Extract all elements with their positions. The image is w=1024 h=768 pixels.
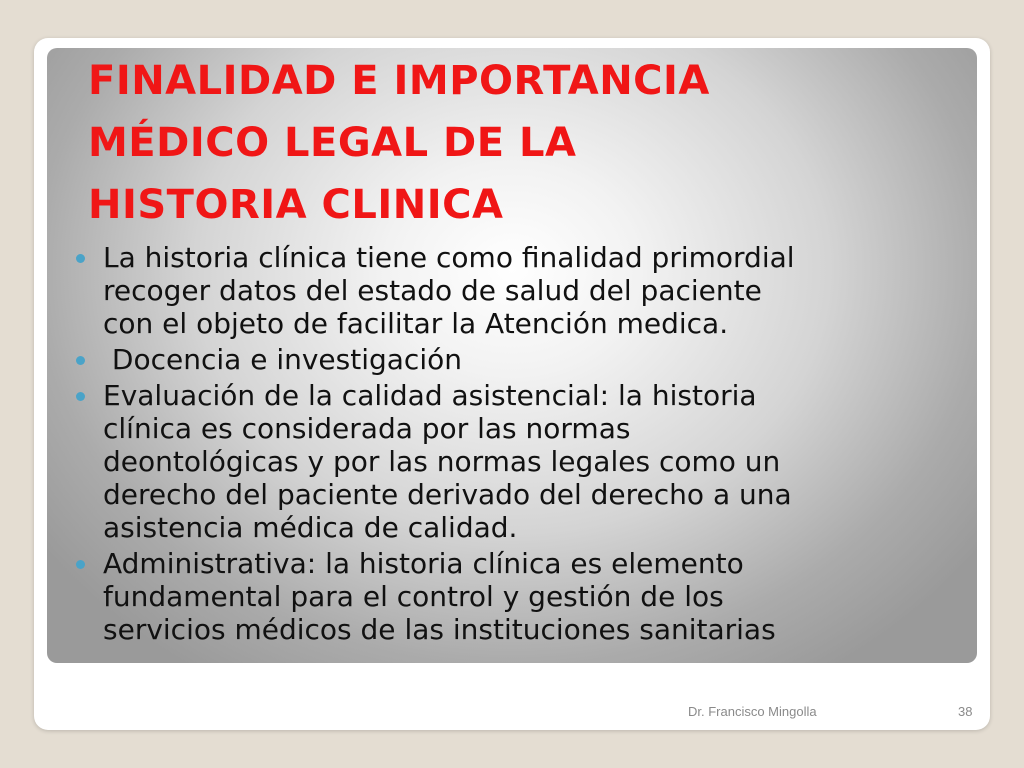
bullet-marker-icon xyxy=(76,560,85,569)
title-line: FINALIDAD E IMPORTANCIA xyxy=(88,58,710,104)
bullet-text-line: con el objeto de facilitar la Atención medica. xyxy=(103,307,729,340)
bullet-marker-icon xyxy=(76,356,85,365)
slide-title xyxy=(88,50,968,236)
bullet-item xyxy=(71,343,963,376)
bullet-marker-icon xyxy=(76,254,85,263)
bullet-text-line: fundamental para el control y gestión de los xyxy=(103,580,724,613)
bullet-text-line: Evaluación de la calidad asistencial: la historia xyxy=(103,379,757,412)
bullet-text-line: recoger datos del estado de salud del paciente xyxy=(103,274,762,307)
bullet-item xyxy=(71,241,963,340)
bullet-list xyxy=(71,241,963,649)
bullet-text-line: La historia clínica tiene como finalidad primordial xyxy=(103,241,795,274)
bullet-item xyxy=(71,547,963,646)
bullet-text-line: deontológicas y por las normas legales como un xyxy=(103,445,781,478)
bullet-text-line: Docencia e investigación xyxy=(103,343,462,376)
bullet-text-line: servicios médicos de las instituciones sanitarias xyxy=(103,613,776,646)
bullet-text-line: clínica es considerada por las normas xyxy=(103,412,631,445)
bullet-marker-icon xyxy=(76,392,85,401)
title-line: HISTORIA CLINICA xyxy=(88,182,504,228)
bullet-text-line: asistencia médica de calidad. xyxy=(103,511,518,544)
bullet-item xyxy=(71,379,963,544)
page-number: 38 xyxy=(958,704,973,719)
content-panel xyxy=(47,48,977,663)
bullet-text-line: Administrativa: la historia clínica es elemento xyxy=(103,547,744,580)
bullet-text-line: derecho del paciente derivado del derecho a una xyxy=(103,478,792,511)
footer-author: Dr. Francisco Mingolla xyxy=(688,704,817,719)
title-line: MÉDICO LEGAL DE LA xyxy=(88,120,577,166)
